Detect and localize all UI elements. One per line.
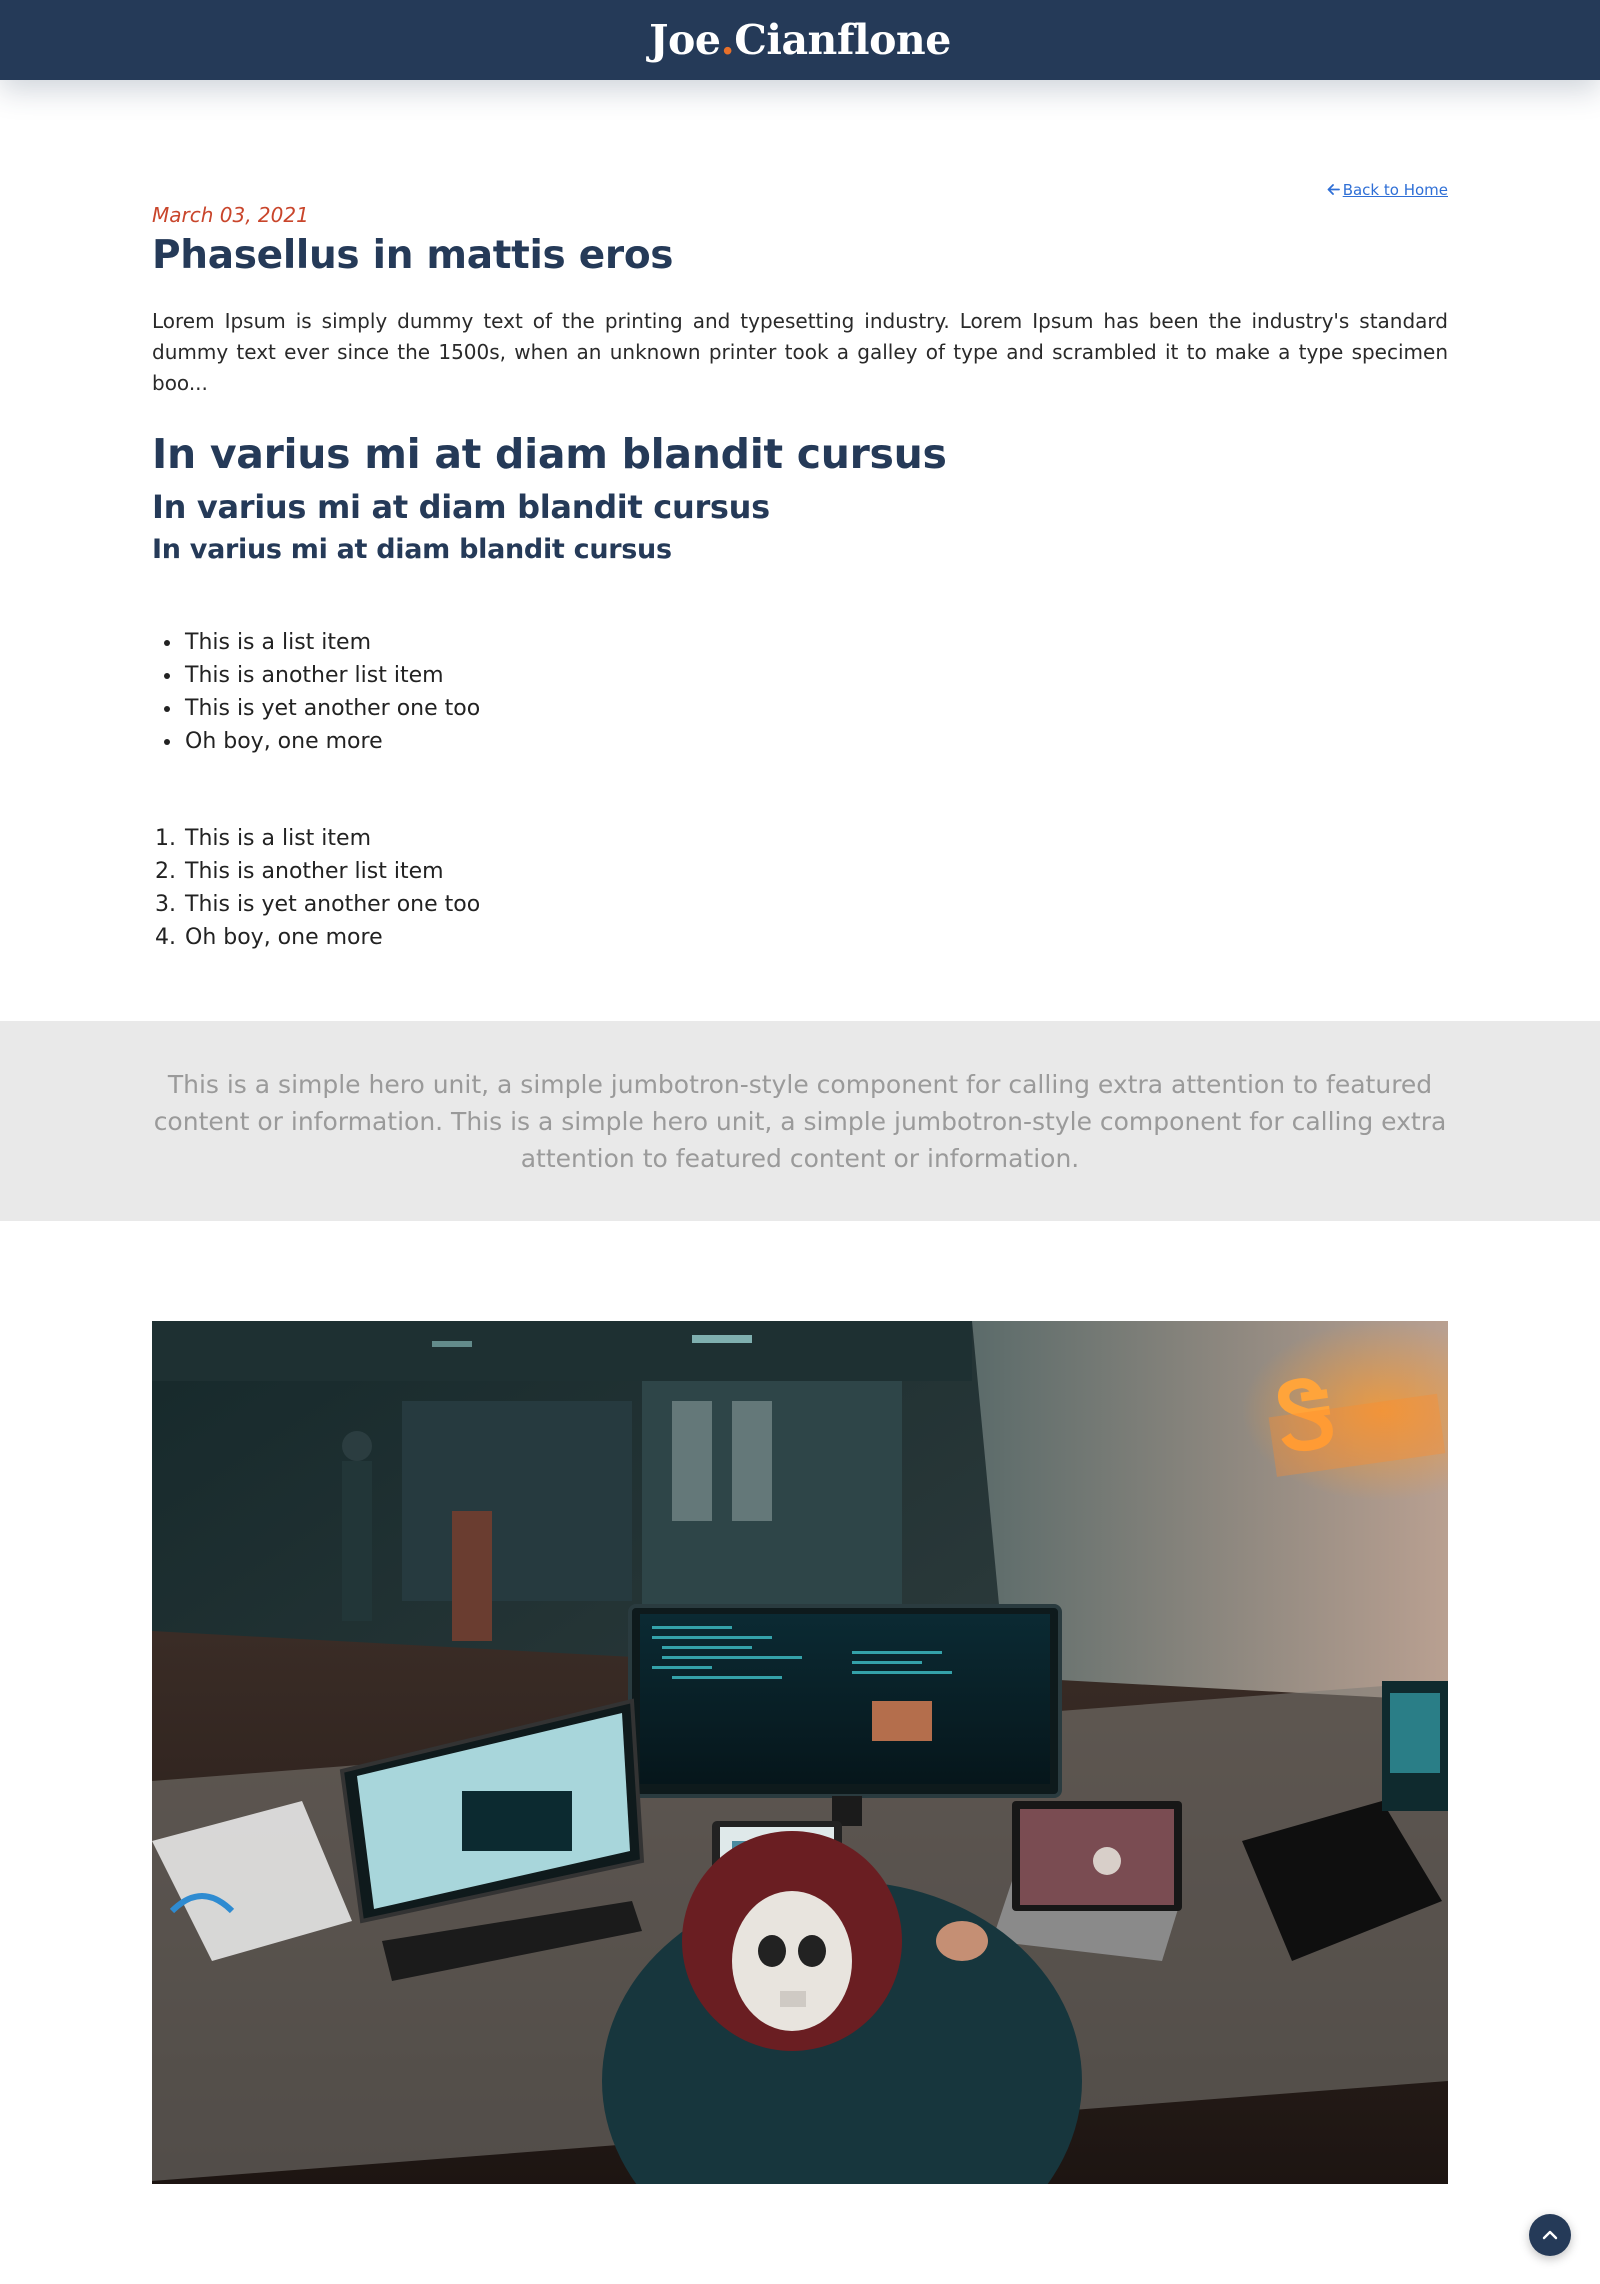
list-item: • Oh boy, one more [183,725,480,758]
list-item: 2. This is another list item [183,855,480,888]
brand-first-name: Joe [649,16,721,64]
list-item: • This is another list item [183,659,480,692]
unordered-list [183,626,480,758]
list-item: 3. This is yet another one too [183,888,480,921]
ordered-list [183,822,480,954]
post-intro: Lorem Ipsum is simply dummy text of the printing and typesetting industry. Lorem Ipsum has been the industry's standard dummy text ever since the 1500s, when an unknown printer took a galley of type and scrambled it to make a type specimen boo... [152,309,1448,395]
chevron-up-icon [1542,2226,1558,2245]
scroll-to-top-button[interactable] [1529,2214,1571,2256]
hero-unit [0,1021,1600,1221]
back-to-home-label: Back to Home [1342,181,1448,199]
heading-level-1: In varius mi at diam blandit cursus [152,430,947,478]
post-date: March 03, 2021 [152,203,309,227]
site-header [0,0,1600,80]
list-item: 1. This is a list item [183,822,480,855]
list-item: 4. Oh boy, one more [183,921,480,954]
brand-logo[interactable] [649,16,951,64]
list-item: • This is yet another one too [183,692,480,725]
svg-text:Ꮥ: Ꮥ [1270,1358,1342,1473]
hero-text: This is a simple hero unit, a simple jumbotron-style component for calling extra attention to featured content or information. This is a simple hero unit, a simple jumbotron-style component for calling extra attention to featured content or information. [153,1069,1447,1173]
post-title: Phasellus in mattis eros [152,233,674,278]
workspace-photo [152,1321,1448,2184]
brand-last-name: Cianflone [734,16,951,64]
list-item: • This is a list item [183,626,480,659]
heading-level-2: In varius mi at diam blandit cursus [152,488,770,526]
heading-level-3: In varius mi at diam blandit cursus [152,534,672,565]
arrow-left-icon [1327,181,1340,199]
back-to-home-link[interactable] [1327,181,1448,199]
brand-dot: . [720,16,735,64]
